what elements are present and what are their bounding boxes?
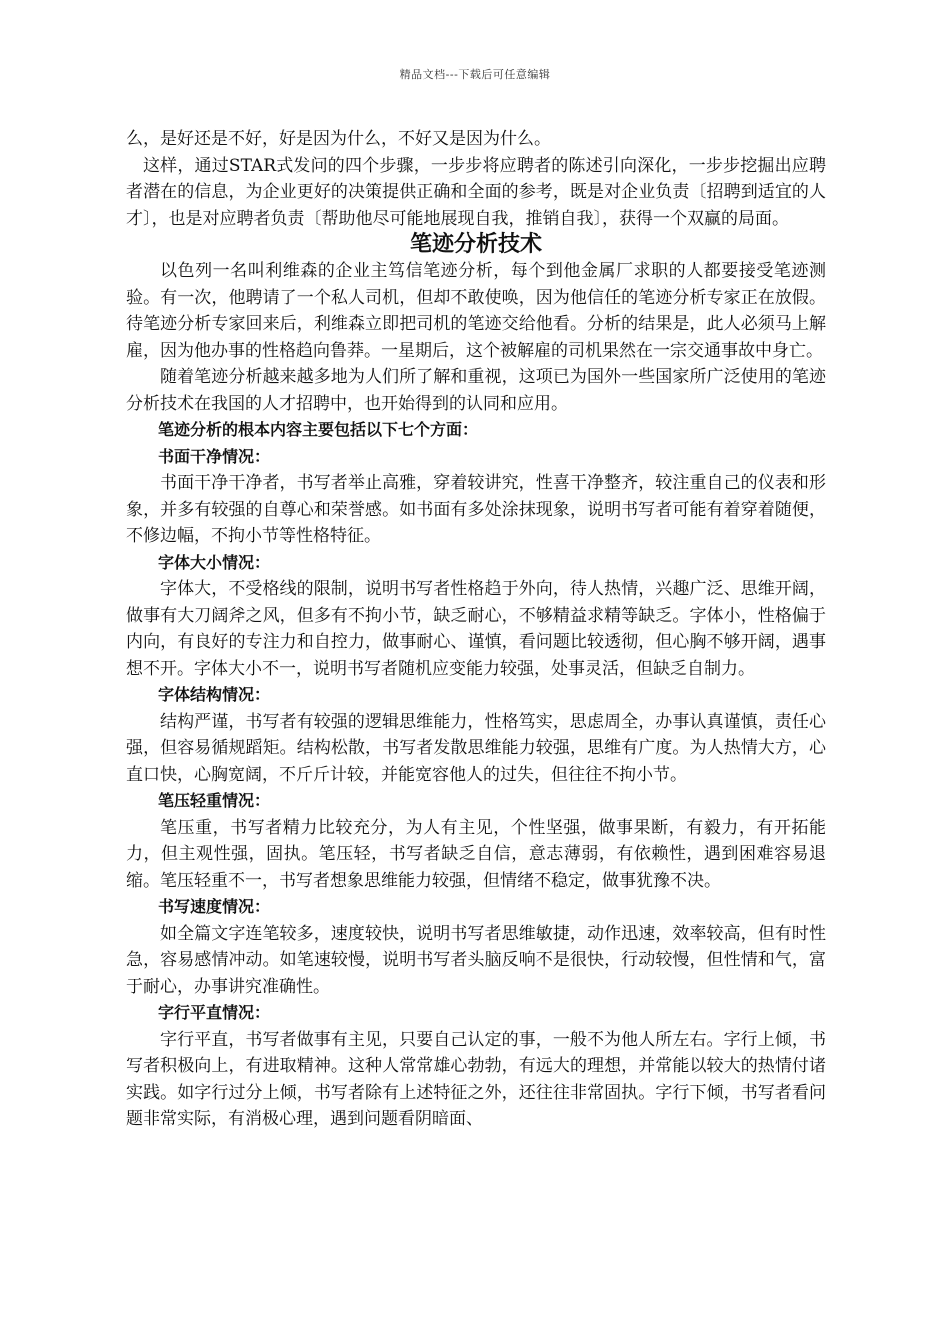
page-header: 精品文档---下载后可任意编辑 xyxy=(399,68,551,81)
section-body-cleanliness: 书面干净干净者，书写者举止高雅，穿着较讲究，性喜干净整齐，较注重自己的仪表和形象，并多有较强的自尊心和荣誉感。如书面有多处涂抹现象，说明书写者可能有着穿着随便，不修边幅，不拘小节等性格特征。 xyxy=(126,473,826,546)
section-body-line-straightness: 字行平直，书写者做事有主见，只要自己认定的事，一般不为他人所左右。字行上倾，书写者积极向上，有进取精神。这种人常常雄心勃勃，有远大的理想，并常能以较大的热情付诸实践。如字行过分上倾，书写者除有上述特征之外，还往往非常固执。字行下倾，书写者看问题非常实际，有消极心理，遇到问题看阴暗面、 xyxy=(126,1029,826,1129)
paragraph-levison: 以色列一名叫利维森的企业主笃信笔迹分析，每个到他金属厂求职的人都要接受笔迹测验。有一次，他聘请了一个私人司机，但却不敢使唤，因为他信任的笔迹分析专家正在放假。待笔迹分析专家回来后，利维森立即把司机的笔迹交给他看。分析的结果是，此人必须马上解雇，因为他办事的性格趋向鲁莽。一星期后，这个被解雇的司机果然在一宗交通事故中身亡。 xyxy=(126,261,826,361)
section-heading-structure: 字体结构情况： xyxy=(158,685,271,704)
section-heading-speed: 书写速度情况： xyxy=(158,897,271,916)
section-body-size: 字体大，不受格线的限制，说明书写者性格趋于外向，待人热情，兴趣广泛、思维开阔，做事有大刀阔斧之风，但多有不拘小节，缺乏耐心，不够精益求精等缺乏。字体小，性格偏于内向，有良好的专注力和自控力，做事耐心、谨慎，看问题比较透彻，但心胸不够开阔，遇事想不开。字体大小不一，说明书写者随机应变能力较强，处事灵活，但缺乏自制力。 xyxy=(126,579,826,679)
section-heading-line-straightness: 字行平直情况： xyxy=(158,1003,271,1022)
section-heading-cleanliness: 书面干净情况： xyxy=(158,446,271,466)
section-body-pressure: 笔压重，书写者精力比较充分，为人有主见，个性坚强，做事果断，有毅力，有开拓能力，但主观性强，固执。笔压轻，书写者缺乏自信，意志薄弱，有依赖性，遇到困难容易退缩。笔压轻重不一，书写者想象思维能力较强，但情绪不稳定，做事犹豫不决。 xyxy=(126,817,826,891)
intro-paragraph-2: 这样，通过STAR式发问的四个步骤，一步步将应聘者的陈述引向深化，一步步挖掘出应聘者潜在的信息，为企业更好的决策提供正确和全面的参考，既是对企业负责〔招聘到适宜的人才〕，也是对应聘者负责〔帮助他尽可能地展现自我，推销自我〕，获得一个双赢的局面。 xyxy=(126,155,826,229)
section-heading-pressure: 笔压轻重情况： xyxy=(158,791,271,810)
paragraph-adoption: 随着笔迹分析越来越多地为人们所了解和重视，这项已为国外一些国家所广泛使用的笔迹分析技术在我国的人才招聘中，也开始得到的认同和应用。 xyxy=(126,367,826,414)
intro-paragraph-1: 么，是好还是不好，好是因为什么，不好又是因为什么。 xyxy=(126,129,551,149)
section-body-speed: 如全篇文字连笔较多，速度较快，说明书写者思维敏捷，动作迅速，效率较高，但有时性急，容易感情冲动。如笔速较慢，说明书写者头脑反响不是很快，行动较慢，但性情和气，富于耐心，办事讲究准确性。 xyxy=(126,923,826,997)
section-heading-size: 字体大小情况： xyxy=(158,552,271,572)
section-body-structure: 结构严谨，书写者有较强的逻辑思维能力，性格笃实，思虑周全，办事认真谨慎，责任心强，但容易循规蹈矩。结构松散，书写者发散思维能力较强，思维有广度。为人热情大方，心直口快，心胸宽阔，不斤斤计较，并能宽容他人的过失，但往往不拘小节。 xyxy=(126,711,826,785)
document-body xyxy=(126,126,826,1133)
document-title: 笔迹分析技术 xyxy=(409,232,542,257)
overview-heading: 笔迹分析的根本内容主要包括以下七个方面： xyxy=(158,420,479,439)
